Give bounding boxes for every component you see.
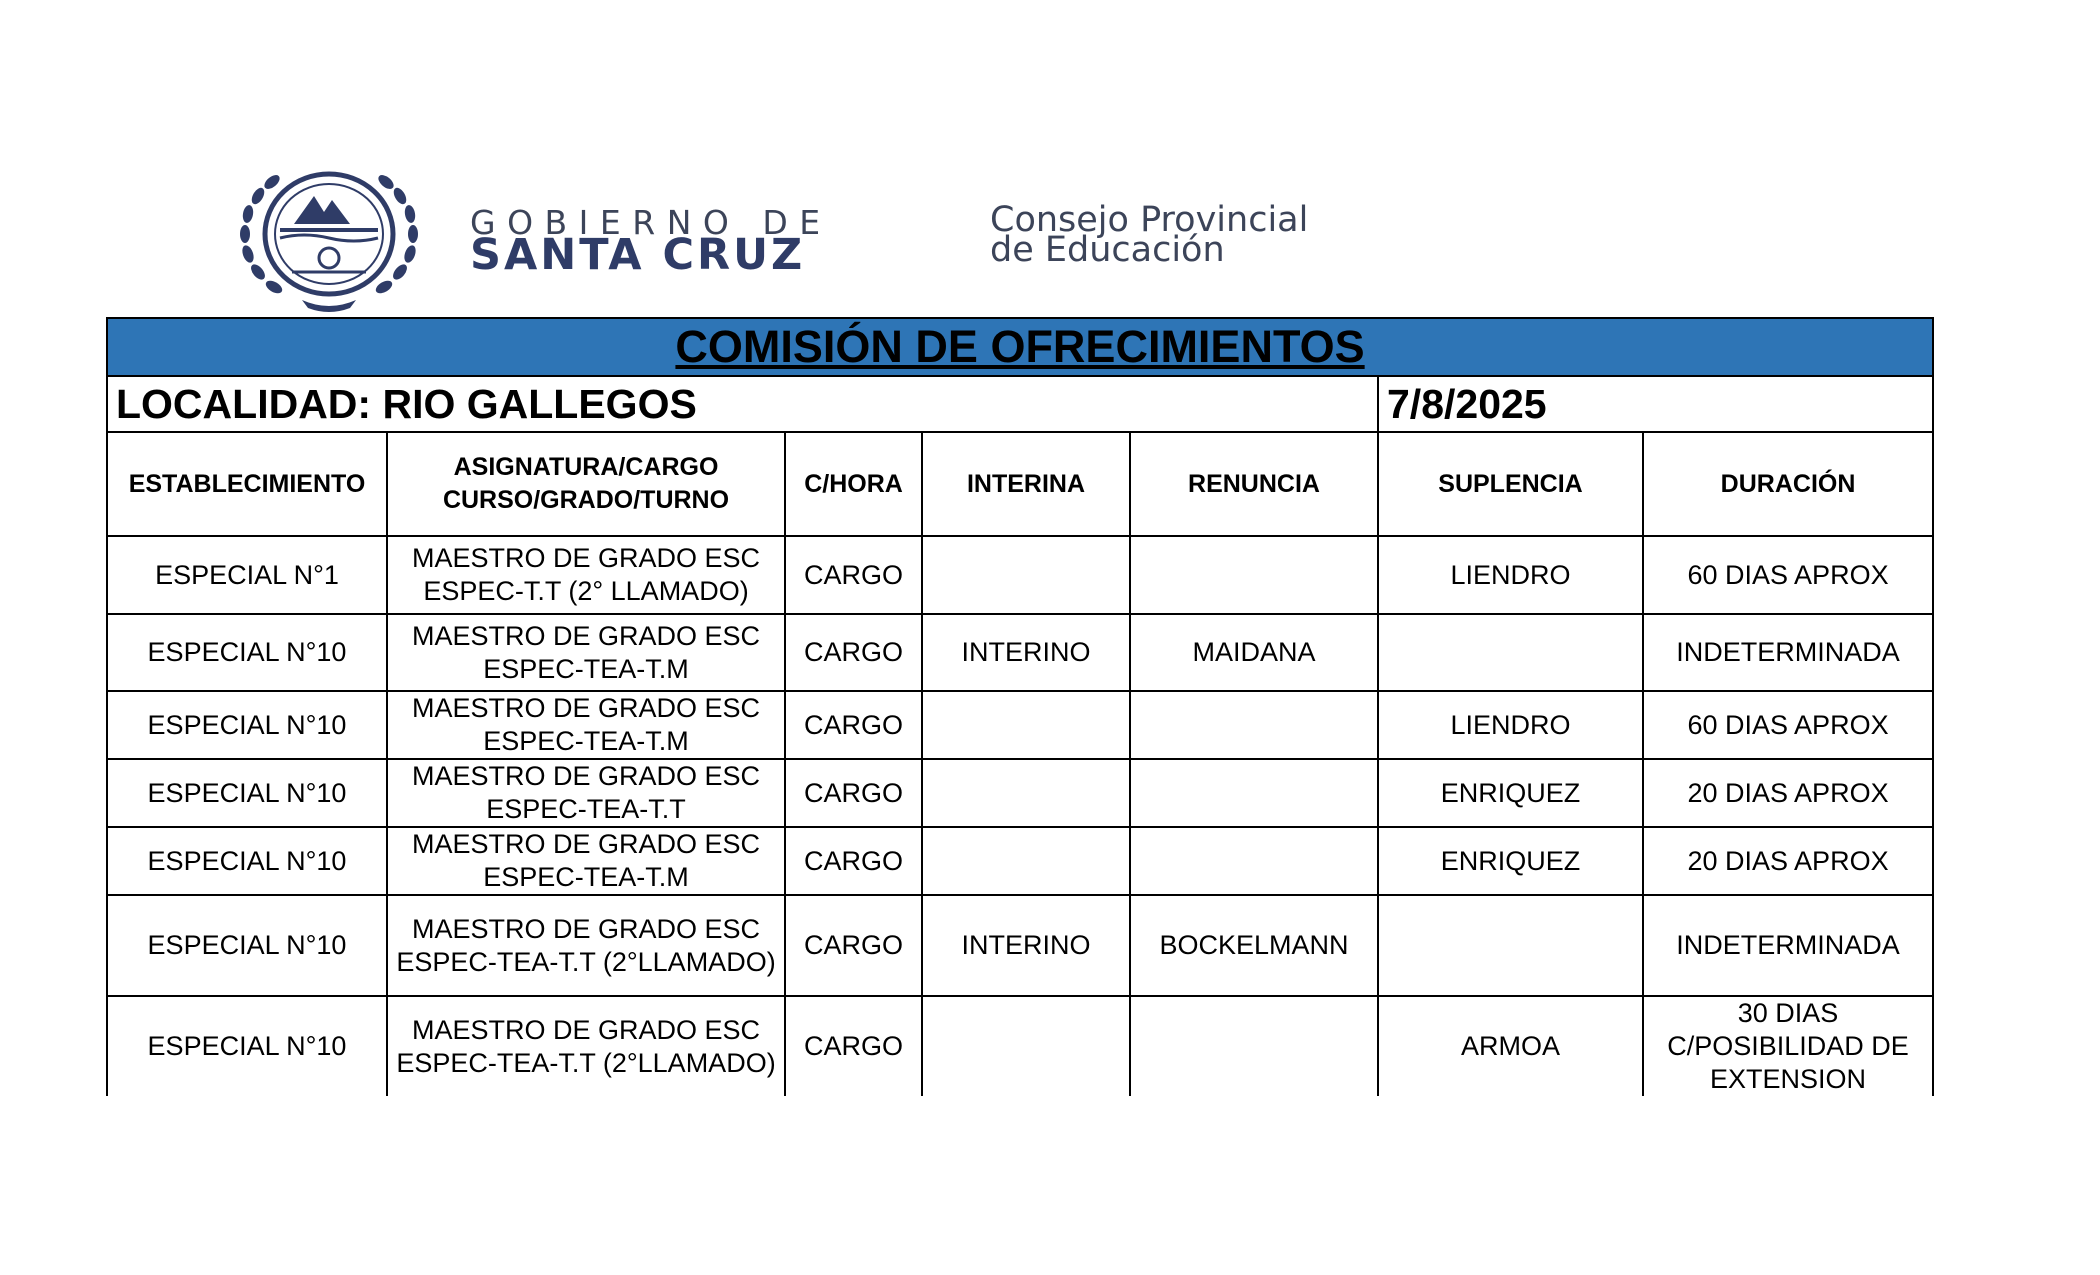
cell-chora: CARGO — [785, 691, 922, 759]
cell-asignatura-line2: ESPEC-T.T (2° LLAMADO) — [423, 576, 749, 606]
cell-chora: CARGO — [785, 614, 922, 691]
cell-renuncia — [1130, 536, 1378, 614]
cell-asignatura-line2: ESPEC-TEA-T.T (2°LLAMADO) — [396, 1047, 776, 1078]
col-header-establecimiento: ESTABLECIMIENTO — [107, 432, 387, 536]
header-row — [107, 432, 1933, 536]
cell-asignatura — [387, 996, 785, 1096]
cell-asignatura-line2: ESPEC-TEA-T.M — [483, 653, 689, 684]
government-name-line1: GOBIERNO DE — [470, 203, 832, 242]
cell-duracion-line3: EXTENSION — [1710, 1064, 1867, 1094]
col-header-asignatura-line2: CURSO/GRADO/TURNO — [442, 486, 730, 514]
cell-establecimiento: ESPECIAL N°10 — [107, 996, 387, 1096]
cell-interina — [922, 996, 1130, 1096]
table-row — [107, 691, 1933, 759]
date-label: 7/8/2025 — [1378, 376, 1933, 432]
cell-asignatura — [387, 614, 785, 691]
table-row — [107, 996, 1933, 1096]
cell-chora: CARGO — [785, 827, 922, 895]
locality-label: LOCALIDAD: RIO GALLEGOS — [107, 376, 1378, 432]
cell-chora: CARGO — [785, 536, 922, 614]
cell-asignatura-line1: MAESTRO DE GRADO ESC — [411, 543, 761, 573]
cell-asignatura — [387, 691, 785, 759]
cell-renuncia — [1130, 996, 1378, 1096]
cell-duracion-line1: 20 DIAS APROX — [1687, 845, 1889, 876]
cell-suplencia: ARMOA — [1378, 996, 1643, 1096]
cell-interina — [922, 691, 1130, 759]
cell-establecimiento: ESPECIAL N°10 — [107, 895, 387, 996]
cell-suplencia: LIENDRO — [1378, 536, 1643, 614]
cell-duracion-line1: 60 DIAS APROX — [1687, 709, 1889, 740]
cell-asignatura-line1: MAESTRO DE GRADO ESC — [411, 761, 761, 791]
cell-duracion — [1643, 691, 1933, 759]
col-header-asignatura-line1: ASIGNATURA/CARGO — [453, 453, 719, 481]
cell-asignatura-line1: MAESTRO DE GRADO ESC — [411, 620, 761, 651]
cell-asignatura — [387, 895, 785, 996]
cell-duracion-line1: INDETERMINADA — [1676, 930, 1900, 960]
province-seal-icon — [232, 162, 426, 314]
document-header — [0, 0, 2100, 320]
title-row — [107, 318, 1933, 376]
council-name-line1: Consejo Provincial — [990, 200, 1309, 240]
col-header-duracion: DURACIÓN — [1643, 432, 1933, 536]
cell-asignatura-line1: MAESTRO DE GRADO ESC — [411, 1014, 761, 1045]
cell-establecimiento: ESPECIAL N°10 — [107, 614, 387, 691]
col-header-asignatura — [387, 432, 785, 536]
cell-interina: INTERINO — [922, 614, 1130, 691]
cell-asignatura-line1: MAESTRO DE GRADO ESC — [411, 913, 761, 944]
col-header-suplencia: SUPLENCIA — [1378, 432, 1643, 536]
table-row — [107, 614, 1933, 691]
cell-establecimiento: ESPECIAL N°10 — [107, 827, 387, 895]
col-header-chora: C/HORA — [785, 432, 922, 536]
cell-asignatura-line1: MAESTRO DE GRADO ESC — [411, 829, 761, 859]
council-name — [990, 200, 1309, 270]
cell-suplencia — [1378, 895, 1643, 996]
cell-duracion — [1643, 536, 1933, 614]
cell-suplencia: ENRIQUEZ — [1378, 759, 1643, 827]
cell-asignatura — [387, 759, 785, 827]
cell-chora: CARGO — [785, 895, 922, 996]
cell-renuncia: BOCKELMANN — [1130, 895, 1378, 996]
col-header-renuncia: RENUNCIA — [1130, 432, 1378, 536]
cell-renuncia — [1130, 691, 1378, 759]
cell-chora: CARGO — [785, 759, 922, 827]
cell-renuncia — [1130, 759, 1378, 827]
cell-interina: INTERINO — [922, 895, 1130, 996]
cell-asignatura-line2: ESPEC-TEA-T.T — [486, 794, 686, 824]
cell-duracion — [1643, 996, 1933, 1096]
cell-duracion — [1643, 827, 1933, 895]
cell-asignatura-line2: ESPEC-TEA-T.M — [483, 726, 689, 756]
cell-chora: CARGO — [785, 996, 922, 1096]
cell-establecimiento: ESPECIAL N°10 — [107, 759, 387, 827]
cell-asignatura — [387, 536, 785, 614]
cell-asignatura-line2: ESPEC-TEA-T.T (2°LLAMADO) — [396, 946, 776, 977]
cell-duracion-line1: 60 DIAS APROX — [1687, 559, 1889, 590]
cell-duracion-line1: 20 DIAS APROX — [1687, 777, 1889, 808]
table-row — [107, 895, 1933, 996]
government-name-line2: SANTA CRUZ — [470, 230, 806, 280]
cell-duracion — [1643, 895, 1933, 996]
cell-suplencia: ENRIQUEZ — [1378, 827, 1643, 895]
cell-renuncia: MAIDANA — [1130, 614, 1378, 691]
cell-asignatura-line1: MAESTRO DE GRADO ESC — [411, 693, 761, 723]
locality-row — [107, 376, 1933, 432]
cell-asignatura — [387, 827, 785, 895]
cell-duracion — [1643, 759, 1933, 827]
cell-duracion-line1: 30 DIAS — [1737, 998, 1839, 1028]
cell-suplencia — [1378, 614, 1643, 691]
table-title: COMISIÓN DE OFRECIMIENTOS — [107, 318, 1933, 376]
council-name-line2: de Educación — [990, 230, 1225, 270]
cell-duracion-line2: C/POSIBILIDAD DE — [1667, 1031, 1909, 1061]
cell-suplencia: LIENDRO — [1378, 691, 1643, 759]
table-row — [107, 827, 1933, 895]
cell-interina — [922, 536, 1130, 614]
cell-interina — [922, 759, 1130, 827]
cell-duracion — [1643, 614, 1933, 691]
col-header-interina: INTERINA — [922, 432, 1130, 536]
cell-establecimiento: ESPECIAL N°1 — [107, 536, 387, 614]
table-row — [107, 536, 1933, 614]
cell-renuncia — [1130, 827, 1378, 895]
offers-table — [106, 317, 1934, 1096]
cell-establecimiento: ESPECIAL N°10 — [107, 691, 387, 759]
table-row — [107, 759, 1933, 827]
cell-interina — [922, 827, 1130, 895]
cell-duracion-line1: INDETERMINADA — [1676, 637, 1900, 667]
cell-asignatura-line2: ESPEC-TEA-T.M — [483, 862, 689, 892]
